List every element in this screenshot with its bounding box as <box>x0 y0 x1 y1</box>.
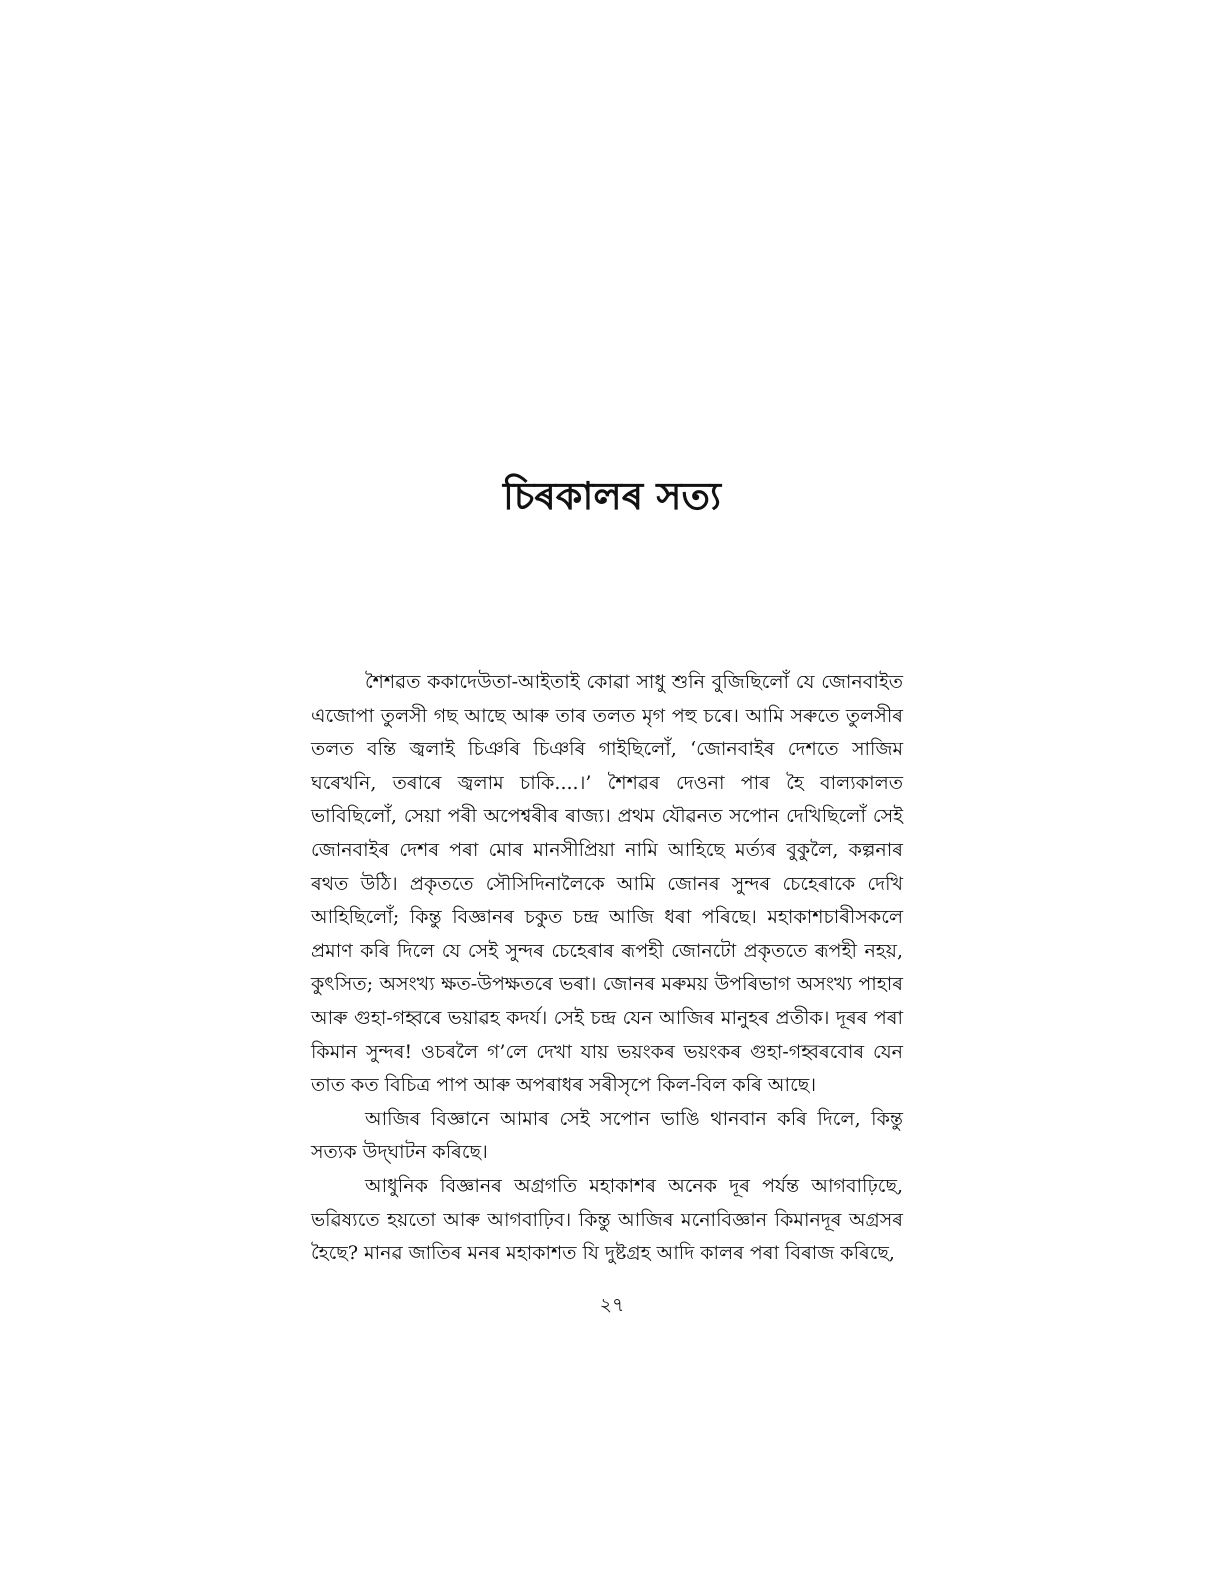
chapter-title: চিৰকালৰ সত্য <box>503 473 721 518</box>
paragraph: আজিৰ বিজ্ঞানে আমাৰ সেই সপোন ভাঙি থানবান কৰি দিলে, কিন্তু সত্যক উদ্‌ঘাটন কৰিছে। <box>311 1107 903 1164</box>
paragraph: শৈশৱত ককাদেউতা-আইতাই কোৱা সাধু শুনি বুজিছিলোঁ যে জোনবাইত এজোপা তুলসী গছ আছে আৰু তাৰ তলত মৃগ পহু চৰে। আমি সৰুতে তুলসীৰ তলত বন্তি জ্বলাই চিঞৰি চিঞৰি গাইছিলোঁ, ‘জোনবাইৰ দেশতে সাজিম ঘৰেখনি, তৰাৰে জ্বলাম চাকি....।’ শৈশৱৰ দেওনা পাৰ হৈ বাল্যকালত ভাবিছিলোঁ, সেয়া পৰী অপেশ্বৰীৰ ৰাজ্য। প্ৰথম যৌৱনত সপোন দেখিছিলোঁ সেই জোনবাইৰ দেশৰ পৰা মোৰ মানসীপ্ৰিয়া নামি আহিছে মৰ্ত্যৰ বুকুলৈ, কল্পনাৰ ৰথত উঠি। প্ৰকৃততে সৌসিদিনালৈকে আমি জোনৰ সুন্দৰ চেহেৰাকে দেখি আহিছিলোঁ; কিন্তু বিজ্ঞানৰ চকুত চন্দ্ৰ আজি ধৰা পৰিছে। মহাকাশচাৰীসকলে প্ৰমাণ কৰি দিলে যে সেই সুন্দৰ চেহেৰাৰ ৰূপহী জোনটো প্ৰকৃততে ৰূপহী নহয়, কুৎসিত; অসংখ্য ক্ষত-উপক্ষতৰে ভৰা। জোনৰ মৰুময় উপৰিভাগ অসংখ্য পাহাৰ আৰু গুহা-গহ্বৰে ভয়াৱহ কদৰ্য। সেই চন্দ্ৰ যেন আজিৰ মানুহৰ প্ৰতীক। দূৰৰ পৰা কিমান সুন্দৰ! ওচৰলৈ গ’লে দেখা যায় ভয়ংকৰ ভয়ংকৰ গুহা-গহ্বৰবোৰ যেন তাত কত বিচিত্ৰ পাপ আৰু অপৰাধৰ সৰীসৃপে কিল-বিল কৰি আছে। <box>311 671 903 1097</box>
paragraph: আধুনিক বিজ্ঞানৰ অগ্ৰগতি মহাকাশৰ অনেক দূৰ পৰ্যন্ত আগবাঢ়িছে, ভৱিষ্যতে হয়তো আৰু আগবাঢ়িব। কিন্তু আজিৰ মনোবিজ্ঞান কিমানদূৰ অগ্ৰসৰ হৈছে? মানৱ জাতিৰ মনৰ মহাকাশত যি দুষ্টগ্ৰহ আদি কালৰ পৰা বিৰাজ কৰিছে, <box>311 1174 903 1265</box>
body-text <box>311 666 903 1271</box>
page-number: ২৭ <box>599 1294 625 1316</box>
